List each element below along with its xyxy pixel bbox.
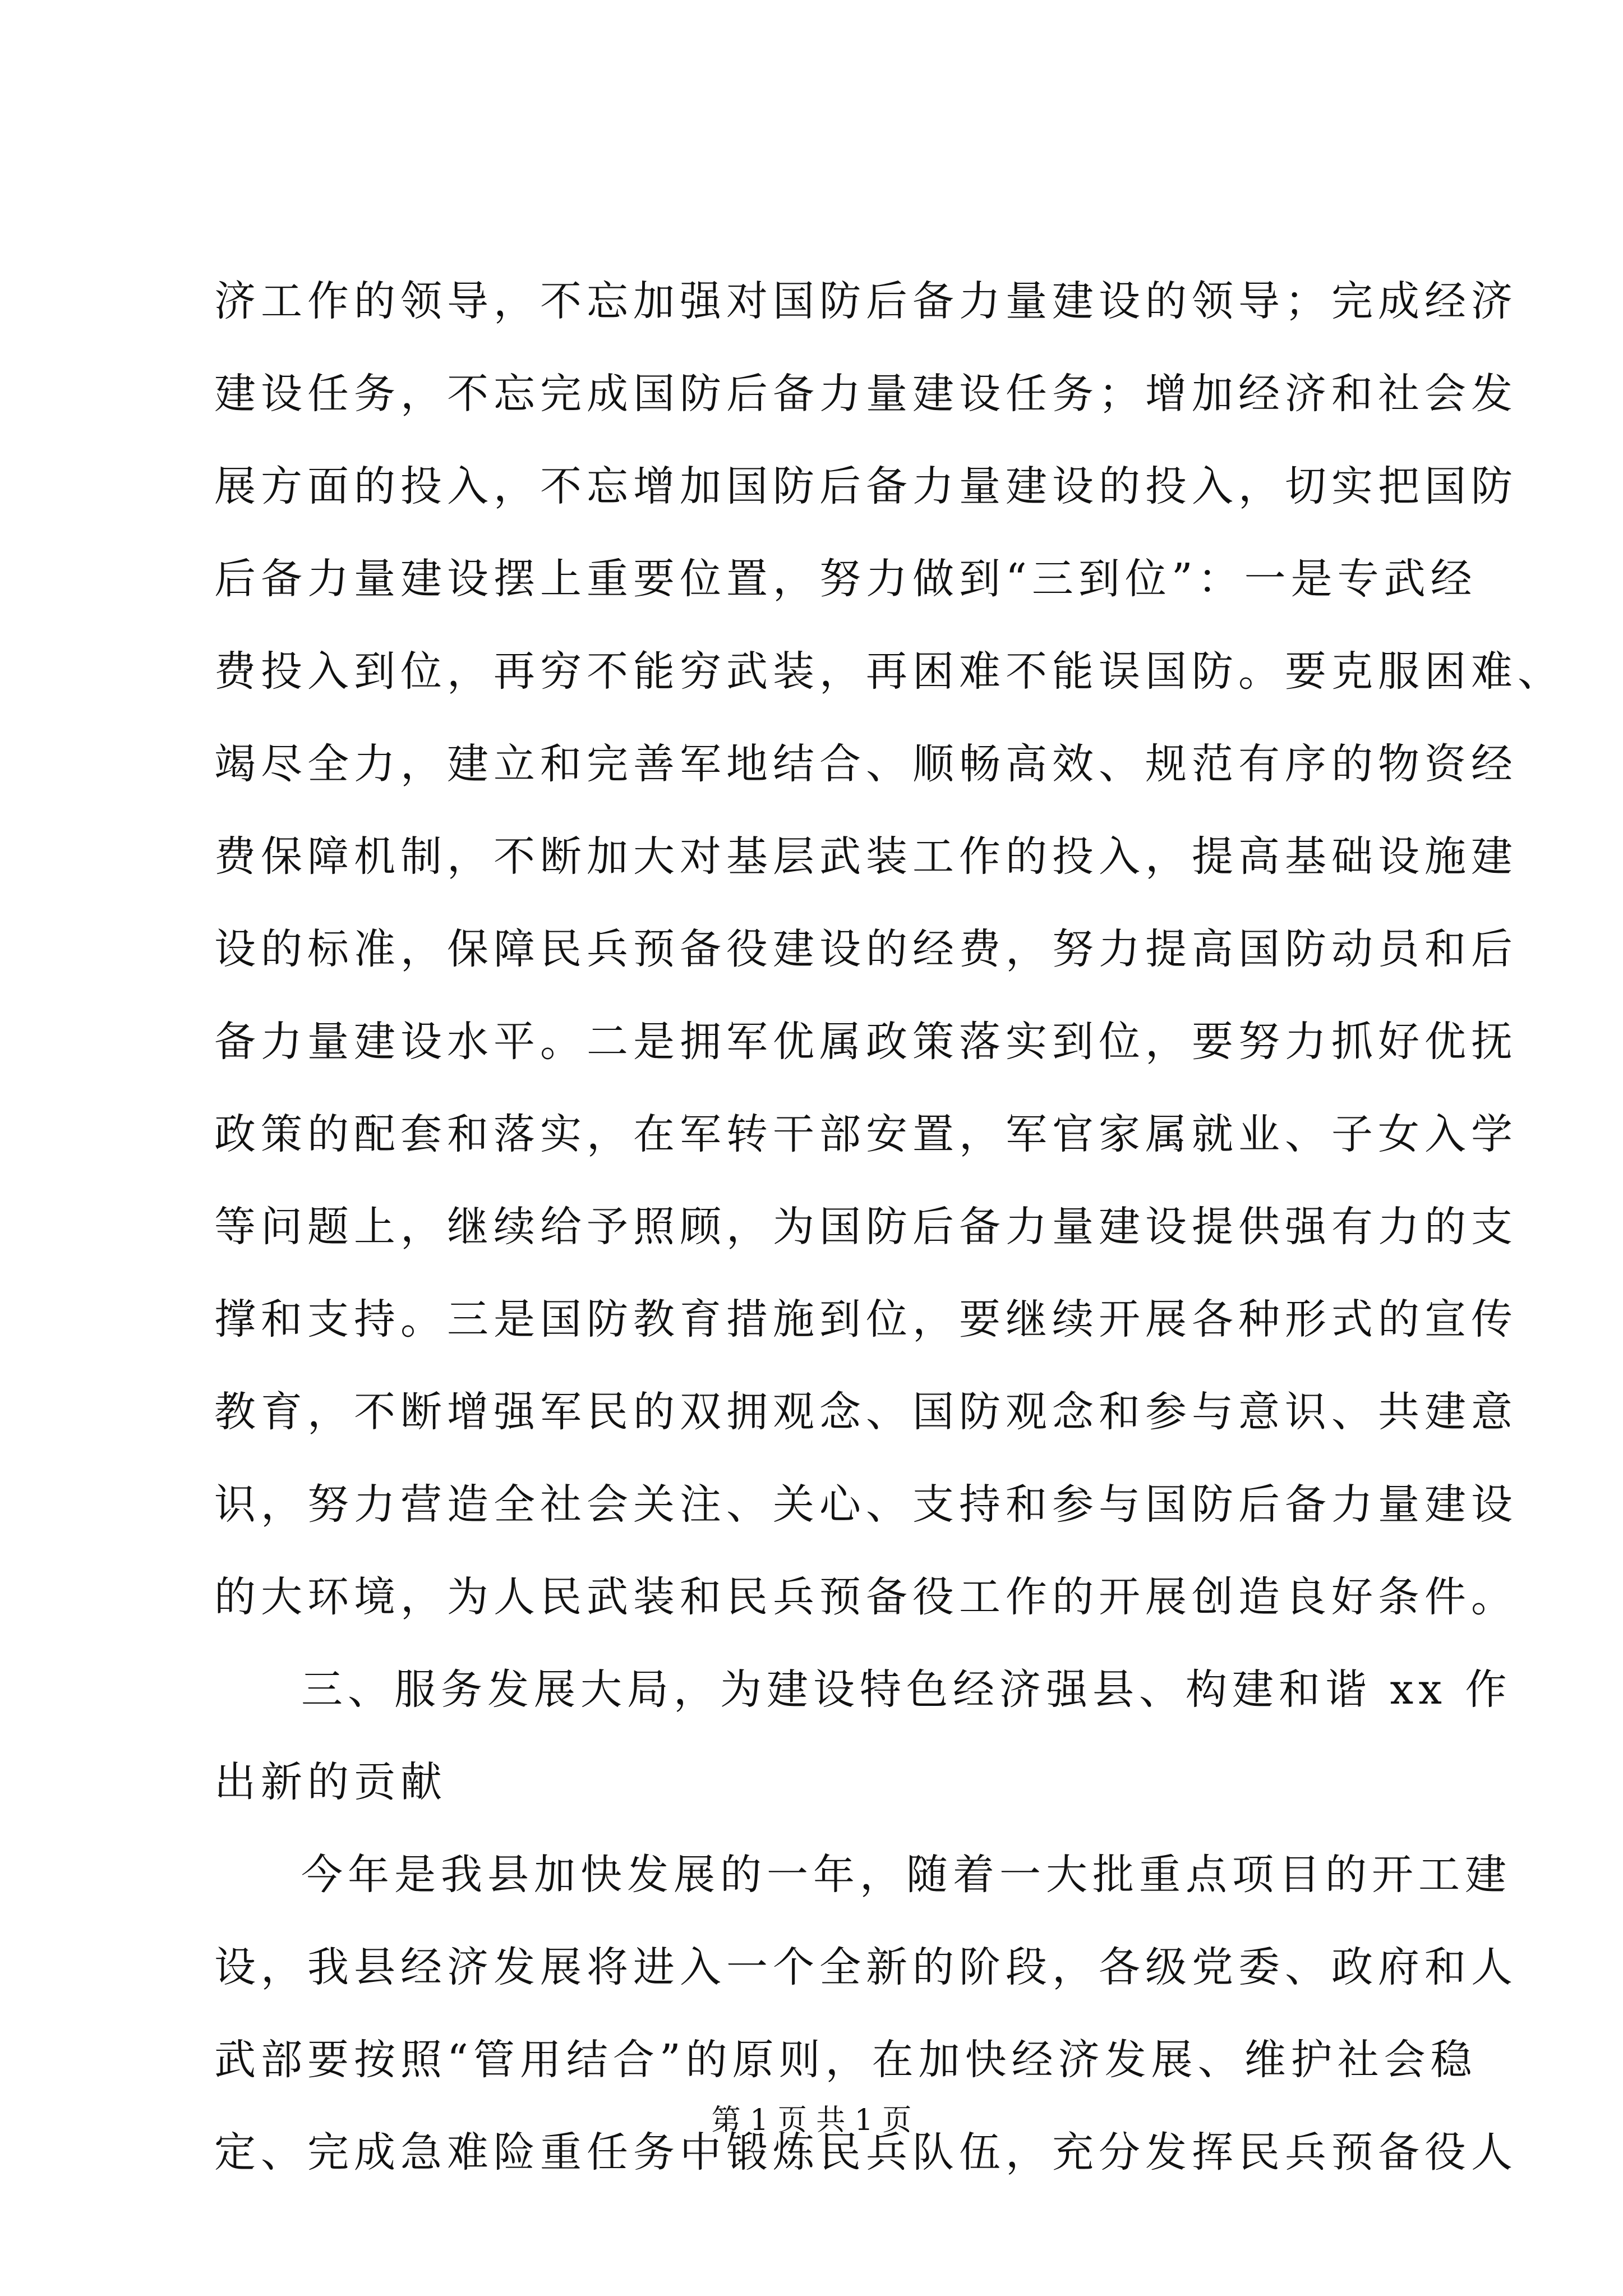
text-line: 后备力量建设摆上重要位置，努力做到“三到位”：一是专武经 [214,555,1477,603]
text-line: 费投入到位，再穷不能穷武装，再困难不能误国防。要克服困难、 [214,647,1564,696]
text-line: 展方面的投入，不忘增加国防后备力量建设的投入，切实把国防 [214,462,1518,510]
document-body [214,255,1564,2199]
text-line: 武部要按照“管用结合”的原则，在加快经济发展、维护社会稳 [214,2036,1477,2084]
text-line: 设的标准，保障民兵预备役建设的经费，努力提高国防动员和后 [214,925,1518,973]
text-line: 撑和支持。三是国防教育措施到位，要继续开展各种形式的宣传 [214,1295,1518,1343]
text-line: 政策的配套和落实，在军转干部安置，军官家属就业、子女入学 [214,1110,1518,1158]
page-footer: 第 1 页 共 1 页 [711,2104,912,2137]
text-line: 备力量建设水平。二是拥军优属政策落实到位，要努力抓好优抚 [214,1018,1518,1066]
text-line: 定、完成急难险重任务中锻炼民兵队伍，充分发挥民兵预备役人 [214,2128,1518,2177]
text-line: 出新的贡献 [214,1758,447,1806]
text-line: 等问题上，继续给予照顾，为国防后备力量建设提供强有力的支 [214,1203,1518,1251]
text-line: 济工作的领导，不忘加强对国防后备力量建设的领导；完成经济 [214,277,1518,325]
text-line: 费保障机制，不断加大对基层武装工作的投入，提高基础设施建 [214,832,1518,881]
text-line: 设，我县经济发展将进入一个全新的阶段，各级党委、政府和人 [214,1943,1518,1991]
text-line: 建设任务，不忘完成国防后备力量建设任务；增加经济和社会发 [214,370,1518,418]
text-line: 竭尽全力，建立和完善军地结合、顺畅高效、规范有序的物资经 [214,740,1518,788]
text-line: 识，努力营造全社会关注、关心、支持和参与国防后备力量建设 [214,1480,1518,1529]
text-line: 今年是我县加快发展的一年，随着一大批重点项目的开工建 [301,1851,1511,1899]
text-line: 教育，不断增强军民的双拥观念、国防观念和参与意识、共建意 [214,1388,1518,1436]
text-line: 三、服务发展大局，为建设特色经济强县、构建和谐 xx 作 [301,1665,1512,1714]
text-line: 的大环境，为人民武装和民兵预备役工作的开展创造良好条件。 [214,1573,1518,1621]
